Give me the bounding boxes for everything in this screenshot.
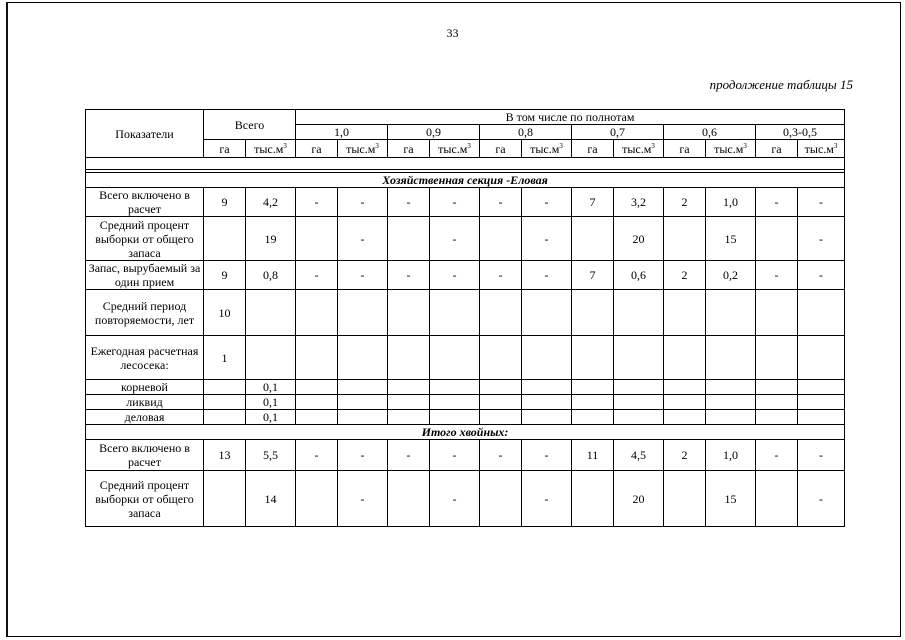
header-unit-ha: га	[296, 140, 338, 158]
table-cell: 7	[572, 188, 614, 217]
header-unit-ha: га	[480, 140, 522, 158]
table-cell: -	[430, 440, 480, 471]
section-title: Итого хвойных:	[86, 425, 845, 440]
table-cell: -	[388, 440, 430, 471]
header-total: Всего	[204, 110, 296, 140]
header-unit-volume: $тыс.м^3$	[522, 140, 572, 158]
row-label: Средний процент выборки от общего запаса	[86, 217, 204, 261]
table-cell: -	[388, 188, 430, 217]
table-cell	[388, 395, 430, 410]
header-unit-ha: га	[664, 140, 706, 158]
table-cell	[480, 336, 522, 380]
table-cell: 4,2	[246, 188, 296, 217]
table-row	[86, 261, 845, 290]
table-cell: 9	[204, 261, 246, 290]
table-cell	[614, 380, 664, 395]
table-cell: -	[522, 440, 572, 471]
table-cell	[204, 395, 246, 410]
table-cell: -	[798, 217, 845, 261]
table-cell	[798, 290, 845, 336]
table-cell	[664, 395, 706, 410]
table-cell: -	[430, 261, 480, 290]
table-cell	[204, 380, 246, 395]
row-label: корневой	[86, 380, 204, 395]
header-density-5: 0,3-0,5	[756, 125, 845, 140]
table-row	[86, 395, 845, 410]
table-cell: 3,2	[614, 188, 664, 217]
table-cell: 15	[706, 471, 756, 527]
table-cell: -	[296, 261, 338, 290]
forest-table	[85, 109, 845, 527]
table-cell	[430, 336, 480, 380]
table-row	[86, 440, 845, 471]
row-label: Средний процент выборки от общего запаса	[86, 471, 204, 527]
table-cell	[388, 380, 430, 395]
table-cell	[388, 336, 430, 380]
table-cell	[480, 471, 522, 527]
table-cell: -	[798, 188, 845, 217]
table-cell: -	[430, 188, 480, 217]
table-body	[86, 158, 845, 527]
table-cell	[480, 290, 522, 336]
table-cell	[706, 336, 756, 380]
header-unit-volume: $тыс.м^3$	[338, 140, 388, 158]
table-cell: -	[338, 217, 388, 261]
table-cell: -	[480, 188, 522, 217]
table-cell	[572, 471, 614, 527]
table-cell	[296, 217, 338, 261]
table-cell	[756, 471, 798, 527]
page-number: 33	[446, 26, 459, 40]
table-cell	[480, 380, 522, 395]
table-cell	[756, 217, 798, 261]
table-cell	[572, 290, 614, 336]
table-cell	[664, 290, 706, 336]
header-unit-ha: га	[388, 140, 430, 158]
table-cell	[798, 410, 845, 425]
table-cell	[572, 410, 614, 425]
table-cell: 20	[614, 471, 664, 527]
table-cell: 1,0	[706, 188, 756, 217]
table-cell	[706, 380, 756, 395]
table-cell	[338, 410, 388, 425]
table-cell	[522, 380, 572, 395]
table-cell	[706, 290, 756, 336]
table-cell	[664, 471, 706, 527]
table-cell: -	[388, 261, 430, 290]
table-cell	[798, 380, 845, 395]
table-row	[86, 410, 845, 425]
table-cell	[522, 290, 572, 336]
row-label: Запас, вырубаемый за один прием	[86, 261, 204, 290]
table-cell	[296, 336, 338, 380]
table-cell	[480, 410, 522, 425]
table-cell	[338, 336, 388, 380]
row-label: деловая	[86, 410, 204, 425]
table-cell: 1	[204, 336, 246, 380]
page-frame-left-edge	[6, 2, 8, 637]
row-label: Всего включено в расчет	[86, 440, 204, 471]
table-cell: 15	[706, 217, 756, 261]
table-cell: -	[430, 471, 480, 527]
table-cell	[430, 410, 480, 425]
table-cell	[480, 395, 522, 410]
table-cell: 5,5	[246, 440, 296, 471]
table-cell: -	[522, 471, 572, 527]
table-cell	[756, 380, 798, 395]
table-cell	[338, 380, 388, 395]
table-cell	[204, 410, 246, 425]
table-row	[86, 290, 845, 336]
section-title: Хозяйственная секция -Еловая	[86, 173, 845, 188]
table-cell	[204, 217, 246, 261]
table-cell	[388, 217, 430, 261]
table-cell	[572, 395, 614, 410]
table-cell: 0,1	[246, 395, 296, 410]
table-cell: 9	[204, 188, 246, 217]
table-cell: -	[430, 217, 480, 261]
table-cell	[480, 217, 522, 261]
table-cell: 7	[572, 261, 614, 290]
header-unit-ha: га	[756, 140, 798, 158]
table-cell	[246, 290, 296, 336]
table-cell	[388, 410, 430, 425]
row-label: Ежегодная расчетная лесосека:	[86, 336, 204, 380]
table-cell	[614, 395, 664, 410]
table-cell	[572, 217, 614, 261]
table-cell: 0,6	[614, 261, 664, 290]
table-cell	[296, 410, 338, 425]
table-cell: -	[296, 440, 338, 471]
row-label: Средний период повторяемости, лет	[86, 290, 204, 336]
table-cell	[756, 290, 798, 336]
table-cell	[388, 290, 430, 336]
table-cell	[430, 290, 480, 336]
table-cell	[522, 395, 572, 410]
table-cell	[388, 471, 430, 527]
table-cell: 0,1	[246, 380, 296, 395]
table-cell: 14	[246, 471, 296, 527]
table-cell	[798, 395, 845, 410]
table-cell: -	[522, 217, 572, 261]
table-cell: -	[798, 261, 845, 290]
table-cell: -	[480, 261, 522, 290]
header-unit-volume: $тыс.м^3$	[706, 140, 756, 158]
table-cell: 2	[664, 188, 706, 217]
table-cell: 0,1	[246, 410, 296, 425]
header-density-2: 0,8	[480, 125, 572, 140]
table-cell: 4,5	[614, 440, 664, 471]
table-cell: 2	[664, 440, 706, 471]
table-cell: -	[798, 471, 845, 527]
table-cell: -	[756, 440, 798, 471]
table-cell: 10	[204, 290, 246, 336]
table-cell	[296, 380, 338, 395]
header-unit-volume: $тыс.м^3$	[798, 140, 845, 158]
header-density-3: 0,7	[572, 125, 664, 140]
table-cell: -	[338, 188, 388, 217]
table-cell	[706, 395, 756, 410]
table-row	[86, 188, 845, 217]
table-cell: -	[522, 261, 572, 290]
table-cell	[430, 380, 480, 395]
table-cell: 0,2	[706, 261, 756, 290]
table-cell: -	[798, 440, 845, 471]
header-unit-volume: $тыс.м^3$	[430, 140, 480, 158]
header-density-1: 0,9	[388, 125, 480, 140]
table-cell	[338, 395, 388, 410]
table-cell	[296, 290, 338, 336]
table-cell: -	[296, 188, 338, 217]
table-cell: 20	[614, 217, 664, 261]
header-density-0: 1,0	[296, 125, 388, 140]
table-cell: -	[756, 261, 798, 290]
table-cell	[706, 410, 756, 425]
header-unit-ha: га	[204, 140, 246, 158]
header-indicators: Показатели	[86, 110, 204, 158]
table-cell: 13	[204, 440, 246, 471]
table-row	[86, 217, 845, 261]
table-cell	[664, 336, 706, 380]
table-cell	[296, 395, 338, 410]
table-cell: -	[338, 261, 388, 290]
table-cell	[522, 410, 572, 425]
table-continuation-caption: продолжение таблицы 15	[709, 77, 853, 92]
table-row	[86, 336, 845, 380]
table-cell	[756, 336, 798, 380]
header-including: В том числе по полнотам	[296, 110, 845, 125]
header-unit-volume: $тыс.м^3$	[246, 140, 296, 158]
table-header	[86, 110, 845, 158]
table-cell	[572, 336, 614, 380]
table-cell	[664, 380, 706, 395]
table-cell	[664, 217, 706, 261]
table-cell	[798, 336, 845, 380]
header-unit-volume: $тыс.м^3$	[614, 140, 664, 158]
table-cell	[246, 336, 296, 380]
table-cell: 19	[246, 217, 296, 261]
row-label: Всего включено в расчет	[86, 188, 204, 217]
table-cell	[338, 290, 388, 336]
table-cell: -	[756, 188, 798, 217]
table-cell	[614, 410, 664, 425]
table-cell	[614, 336, 664, 380]
row-label: ликвид	[86, 395, 204, 410]
table-cell: 11	[572, 440, 614, 471]
table-cell	[664, 410, 706, 425]
header-unit-ha: га	[572, 140, 614, 158]
table-cell	[522, 336, 572, 380]
table-cell	[430, 395, 480, 410]
table-cell: 2	[664, 261, 706, 290]
table-cell: 1,0	[706, 440, 756, 471]
table-cell: -	[522, 188, 572, 217]
table-cell: 0,8	[246, 261, 296, 290]
table-cell	[204, 471, 246, 527]
table-cell	[614, 290, 664, 336]
table-row	[86, 471, 845, 527]
table-cell	[756, 410, 798, 425]
header-density-4: 0,6	[664, 125, 756, 140]
table-cell	[572, 380, 614, 395]
table-cell	[296, 471, 338, 527]
table-cell: -	[338, 471, 388, 527]
table-cell: -	[480, 440, 522, 471]
table-row	[86, 380, 845, 395]
table-cell: -	[338, 440, 388, 471]
table-cell	[756, 395, 798, 410]
